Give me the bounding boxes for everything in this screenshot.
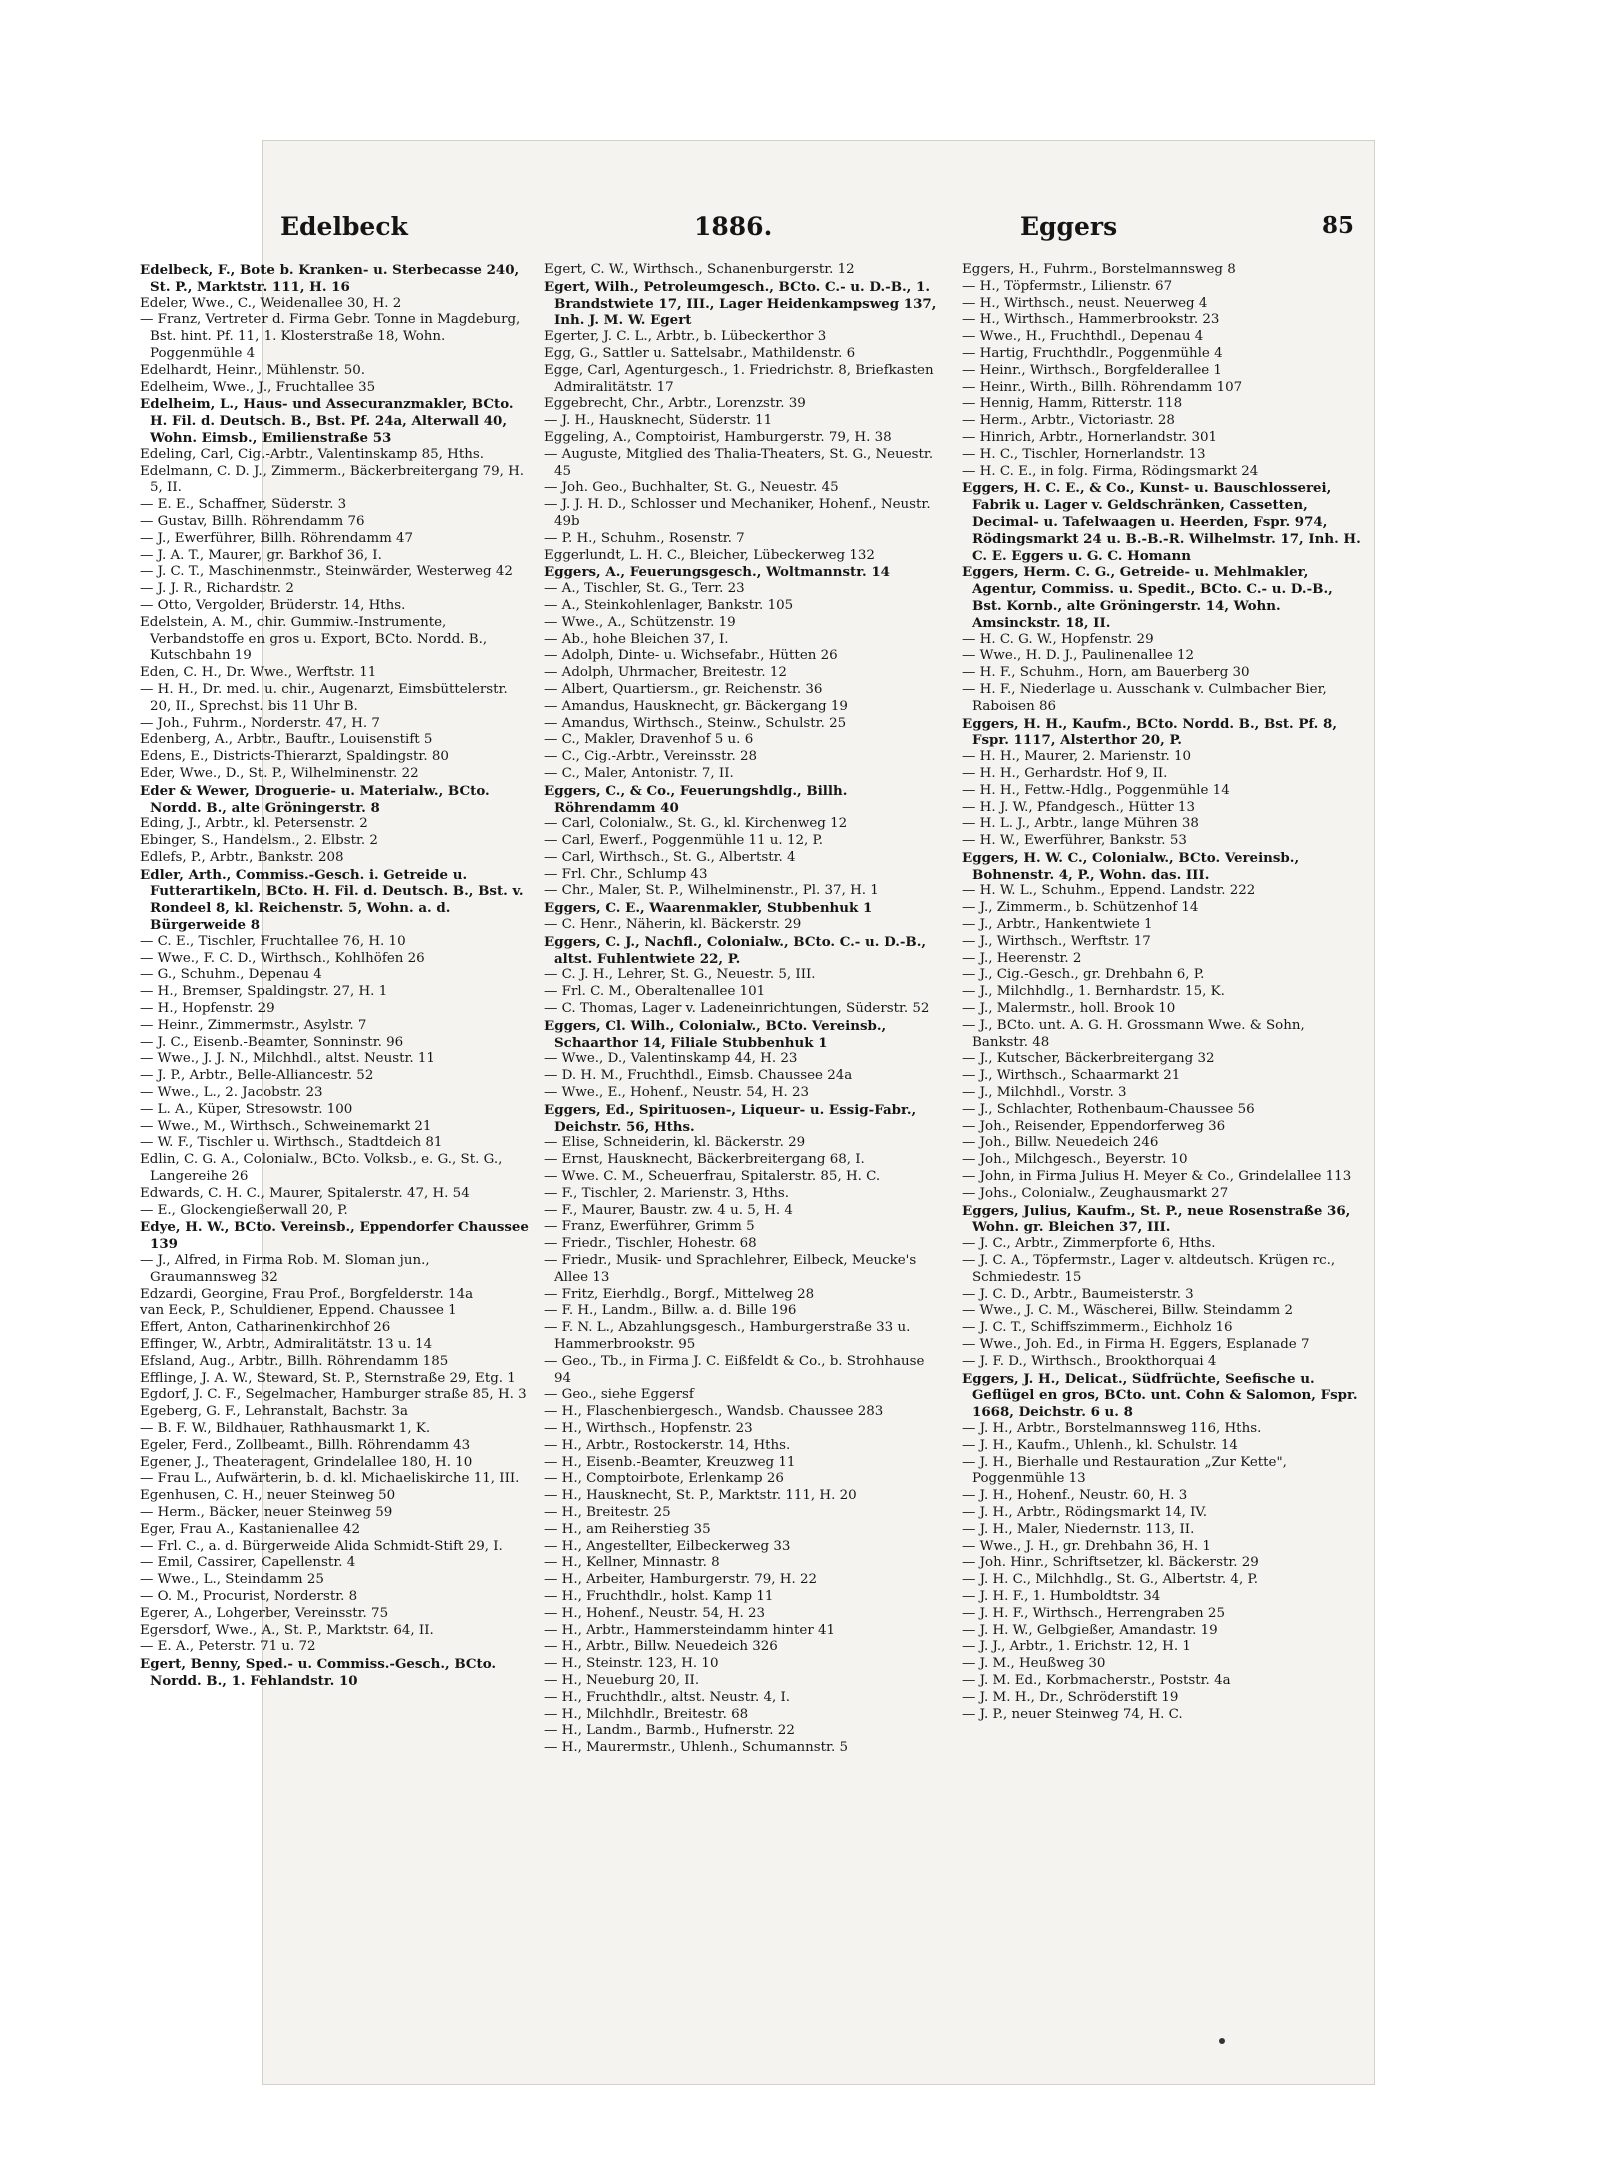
directory-entry: — Ab., hohe Bleichen 37, I. — [544, 631, 729, 647]
directory-entry: — A., Steinkohlenlager, Bankstr. 105 — [544, 597, 794, 613]
directory-entry: Egert, C. W., Wirthsch., Schanenburgerstr. 12 — [544, 262, 855, 277]
directory-entry: Eggers, Julius, Kaufm., St. P., neue Rosenstraße 36, Wohn. gr. Bleichen 37, III. — [962, 1202, 1351, 1236]
directory-entry: Eggeling, A., Comptoirist, Hamburgerstr. 79, H. 38 — [544, 429, 892, 445]
directory-entry: — C. J. H., Lehrer, St. G., Neuestr. 5, III. — [544, 967, 816, 983]
directory-entry: — H., Hausknecht, St. P., Marktstr. 111, H. 20 — [544, 1488, 857, 1504]
directory-entry: — J., Ewerführer, Billh. Röhrendamm 47 — [140, 530, 414, 546]
directory-entry: Egeler, Ferd., Zollbeamt., Billh. Röhrendamm 43 — [140, 1437, 471, 1453]
directory-entry: — Wwe., A., Schützenstr. 19 — [544, 614, 736, 630]
directory-entry: Edye, H. W., BCto. Vereinsb., Eppendorfer Chaussee 139 — [140, 1219, 529, 1253]
directory-entry: Egersdorf, Wwe., A., St. P., Marktstr. 64, II. — [140, 1622, 434, 1638]
directory-entry: Eggers, C., & Co., Feuerungshdlg., Billh. Röhrendamm 40 — [544, 782, 848, 816]
directory-entry: — H. W., Ewerführer, Bankstr. 53 — [962, 833, 1187, 849]
directory-entry: — Chr., Maler, St. P., Wilhelminenstr., Pl. 37, H. 1 — [544, 883, 879, 899]
directory-entry: — J. P., Arbtr., Belle-Alliancestr. 52 — [140, 1068, 374, 1084]
directory-entry: — H. C., Tischler, Hornerlandstr. 13 — [962, 446, 1206, 462]
directory-entry: — H., Arbtr., Billw. Neuedeich 326 — [544, 1639, 778, 1655]
directory-entry: Eder, Wwe., D., St. P., Wilhelminenstr. 22 — [140, 765, 419, 781]
directory-entry: — J., BCto. unt. A. G. H. Grossmann Wwe. & Sohn, Bankstr. 48 — [962, 1017, 1305, 1050]
directory-entry: — J. J. R., Richardstr. 2 — [140, 581, 294, 597]
directory-entry: — J. M., Heußweg 30 — [962, 1656, 1106, 1672]
directory-entry: — J. C. D., Arbtr., Baumeisterstr. 3 — [962, 1286, 1194, 1302]
directory-entry: — J. H., Arbtr., Rödingsmarkt 14, IV. — [962, 1504, 1207, 1520]
directory-entry: — J. C. A., Töpfermstr., Lager v. altdeutsch. Krügen rc., Schmiedestr. 15 — [962, 1253, 1336, 1285]
directory-entry: — Geo., siehe Eggersf — [544, 1387, 694, 1403]
directory-entry: — H. H., Fettw.-Hdlg., Poggenmühle 14 — [962, 782, 1230, 798]
directory-entry: — J. H., Hohenf., Neustr. 60, H. 3 — [962, 1488, 1188, 1504]
directory-entry: — J., Arbtr., Hankentwiete 1 — [962, 917, 1153, 933]
page-number: 85 — [1322, 212, 1355, 239]
directory-entry: — Wwe., J. H., gr. Drehbahn 36, H. 1 — [962, 1538, 1211, 1554]
directory-entry: — John, in Firma Julius H. Meyer & Co., Grindelallee 113 — [962, 1169, 1352, 1185]
directory-entry: Edzardi, Georgine, Frau Prof., Borgfelderstr. 14a — [140, 1286, 474, 1302]
directory-entry: Eger, Frau A., Kastanienallee 42 — [140, 1521, 361, 1537]
directory-entry: — Frau L., Aufwärterin, b. d. kl. Michaeliskirche 11, III. — [140, 1471, 520, 1487]
directory-entry: — G., Schuhm., Depenau 4 — [140, 967, 322, 983]
directory-entry: Egenhusen, C. H., neuer Steinweg 50 — [140, 1488, 396, 1504]
directory-entry: — Hartig, Fruchthdlr., Poggenmühle 4 — [962, 345, 1223, 361]
directory-entry: — H., Flaschenbiergesch., Wandsb. Chaussee 283 — [544, 1404, 884, 1420]
directory-entry: — H., am Reiherstieg 35 — [544, 1521, 711, 1537]
directory-entry: — H., Bremser, Spaldingstr. 27, H. 1 — [140, 984, 388, 1000]
directory-entry: — Joh. Hinr., Schriftsetzer, kl. Bäckerstr. 29 — [962, 1555, 1259, 1571]
directory-entry: — J. C., Eisenb.-Beamter, Sonninstr. 96 — [140, 1034, 404, 1050]
directory-entry: — O. M., Procurist, Norderstr. 8 — [140, 1588, 358, 1604]
directory-entry: — Heinr., Zimmermstr., Asylstr. 7 — [140, 1017, 367, 1033]
directory-entry: — Ernst, Hausknecht, Bäckerbreitergang 68, I. — [544, 1152, 865, 1168]
directory-entry: Effinger, W., Arbtr., Admiralitätstr. 13 u. 14 — [140, 1337, 433, 1352]
directory-entry: — J., Wirthsch., Schaarmarkt 21 — [962, 1068, 1181, 1084]
directory-entry: — Adolph, Dinte- u. Wichsefabr., Hütten 26 — [544, 648, 838, 664]
directory-entry: Eggers, H. H., Kaufm., BCto. Nordd. B., Bst. Pf. 8, Fspr. 1117, Alsterthor 20, P. — [962, 715, 1337, 749]
directory-entry: — E. E., Schaffner, Süderstr. 3 — [140, 497, 347, 513]
directory-entry: — J. H. F., Wirthsch., Herrengraben 25 — [962, 1605, 1225, 1621]
directory-entry: — J. C., Arbtr., Zimmerpforte 6, Hths. — [962, 1236, 1216, 1252]
directory-entry: — Joh., Milchgesch., Beyerstr. 10 — [962, 1152, 1188, 1168]
directory-entry: — J., Schlachter, Rothenbaum-Chaussee 56 — [962, 1101, 1255, 1117]
directory-entry: — Wwe., H. D. J., Paulinenallee 12 — [962, 648, 1195, 664]
directory-entry: — H. F., Schuhm., Horn, am Bauerberg 30 — [962, 665, 1250, 681]
directory-entry: Edelheim, Wwe., J., Fruchtallee 35 — [140, 379, 376, 395]
header-year: 1886. — [694, 212, 773, 241]
directory-entry: Eder & Wewer, Droguerie- u. Materialw., BCto. Nordd. B., alte Gröningerstr. 8 — [140, 782, 490, 816]
header-right-keyword: Eggers — [1020, 212, 1118, 241]
directory-entry: Egerter, J. C. L., Arbtr., b. Lübeckerthor 3 — [544, 329, 827, 345]
directory-entry: Eggers, H., Fuhrm., Borstelmannsweg 8 — [962, 262, 1236, 277]
directory-entry: — J. H. W., Gelbgießer, Amandastr. 19 — [962, 1622, 1218, 1638]
directory-entry: — J., Zimmerm., b. Schützenhof 14 — [962, 900, 1199, 916]
directory-entry: — Wwe., L., 2. Jacobstr. 23 — [140, 1085, 323, 1101]
directory-entry: — C., Makler, Dravenhof 5 u. 6 — [544, 732, 754, 748]
directory-entry: — Friedr., Musik- und Sprachlehrer, Eilbeck, Meucke's Allee 13 — [544, 1253, 917, 1285]
directory-entry: — H. H., Maurer, 2. Marienstr. 10 — [962, 749, 1192, 765]
directory-entry: — Wwe., E., Hohenf., Neustr. 54, H. 23 — [544, 1085, 810, 1101]
directory-entry: — F. H., Landm., Billw. a. d. Bille 196 — [544, 1303, 797, 1319]
directory-entry: Eggers, C. J., Nachfl., Colonialw., BCto. C.- u. D.-B., altst. Fuhlentwiete 22, P. — [544, 933, 927, 967]
directory-entry: — Joh., Fuhrm., Norderstr. 47, H. 7 — [140, 715, 380, 731]
directory-entry: — H., Comptoirbote, Erlenkamp 26 — [544, 1471, 784, 1487]
directory-entry: — J. H., Kaufm., Uhlenh., kl. Schulstr. 14 — [962, 1437, 1238, 1453]
directory-entry: Edler, Arth., Commiss.-Gesch. i. Getreide u. Futterartikeln, BCto. H. Fil. d. Deutsch. B., Bst. v. Rondeel 8, kl. Reichenstr. 5, Wohn. a. d. Bürgerweide 8 — [140, 866, 524, 934]
directory-entry: — Albert, Quartiersm., gr. Reichenstr. 36 — [544, 681, 823, 697]
directory-entry: Egge, Carl, Agenturgesch., 1. Friedrichstr. 8, Briefkasten Admiralitätstr. 17 — [544, 362, 934, 395]
directory-entry: — Heinr., Wirthsch., Borgfelderallee 1 — [962, 362, 1222, 378]
directory-entry: Efflinge, J. A. W., Steward, St. P., Sternstraße 29, Etg. 1 — [140, 1370, 516, 1386]
directory-entry: Edelstein, A. M., chir. Gummiw.-Instrumente, Verbandstoffe en gros u. Export, BCto. Nordd. B., Kutschbahn 19 — [140, 614, 488, 664]
directory-entry: — J. C. T., Schiffszimmerm., Eichholz 16 — [962, 1320, 1233, 1336]
directory-entry: — F. N. L., Abzahlungsgesch., Hamburgerstraße 33 u. Hammerbrookstr. 95 — [544, 1320, 911, 1352]
directory-entry: — J. C. T., Maschinenmstr., Steinwärder, Westerweg 42 — [140, 564, 513, 580]
directory-entry: — Franz, Vertreter d. Firma Gebr. Tonne in Magdeburg, Bst. hint. Pf. 11, 1. Klosterstraße 18, Wohn. Poggenmühle 4 — [140, 312, 521, 361]
directory-entry: — H. L. J., Arbtr., lange Mühren 38 — [962, 816, 1199, 832]
directory-entry: — Auguste, Mitglied des Thalia-Theaters, St. G., Neuestr. 45 — [544, 446, 934, 479]
directory-entry: — J. P., neuer Steinweg 74, H. C. — [962, 1706, 1183, 1722]
directory-entry: Edlefs, P., Arbtr., Bankstr. 208 — [140, 849, 344, 865]
directory-entry: — J., Alfred, in Firma Rob. M. Sloman jun., Graumannsweg 32 — [140, 1253, 430, 1285]
directory-entry: Edwards, C. H. C., Maurer, Spitalerstr. 47, H. 54 — [140, 1185, 470, 1201]
directory-entry: — L. A., Küper, Stresowstr. 100 — [140, 1101, 353, 1117]
directory-entry: — Frl. C., a. d. Bürgerweide Alida Schmidt-Stift 29, I. — [140, 1538, 503, 1554]
directory-entry: — H., Breitestr. 25 — [544, 1504, 671, 1520]
directory-entry: Edenberg, A., Arbtr., Bauftr., Louisenstift 5 — [140, 732, 433, 748]
directory-entry: — H., Wirthsch., Hammerbrookstr. 23 — [962, 312, 1220, 328]
directory-entry: — H. W. L., Schuhm., Eppend. Landstr. 222 — [962, 883, 1256, 899]
directory-entry: — C. Thomas, Lager v. Ladeneinrichtungen, Süderstr. 52 — [544, 1001, 930, 1017]
directory-entry: — H. C. E., in folg. Firma, Rödingsmarkt 24 — [962, 463, 1259, 479]
directory-entry: — H., Fruchthdlr., altst. Neustr. 4, I. — [544, 1689, 791, 1705]
directory-entry: Eggerlundt, L. H. C., Bleicher, Lübeckerweg 132 — [544, 547, 875, 563]
directory-entry: Effert, Anton, Catharinenkirchhof 26 — [140, 1320, 391, 1336]
directory-entry: van Eeck, P., Schuldiener, Eppend. Chaussee 1 — [140, 1303, 457, 1319]
directory-entry: — E. A., Peterstr. 71 u. 72 — [140, 1639, 316, 1655]
directory-entry: — Wwe., J. C. M., Wäscherei, Billw. Steindamm 2 — [962, 1303, 1293, 1319]
directory-entry: — H., Eisenb.-Beamter, Kreuzweg 11 — [544, 1454, 796, 1470]
directory-entry: — J., Heerenstr. 2 — [962, 950, 1082, 966]
directory-entry: — H. J. W., Pfandgesch., Hütter 13 — [962, 799, 1195, 815]
directory-entry: — Geo., Tb., in Firma J. C. Eißfeldt & Co., b. Strohhause 94 — [544, 1353, 925, 1386]
directory-entry: — H., Wirthsch., neust. Neuerweg 4 — [962, 295, 1208, 311]
directory-entry: — J. J., Arbtr., 1. Erichstr. 12, H. 1 — [962, 1639, 1191, 1655]
directory-entry: — H. H., Gerhardstr. Hof 9, II. — [962, 765, 1168, 781]
directory-entry: — H., Hopfenstr. 29 — [140, 1001, 275, 1017]
directory-entry: Eggers, Cl. Wilh., Colonialw., BCto. Vereinsb., Schaarthor 14, Filiale Stubbenhuk 1 — [544, 1017, 887, 1051]
directory-entry: Egg, G., Sattler u. Sattelsabr., Mathildenstr. 6 — [544, 345, 856, 361]
ink-dot — [1219, 2038, 1225, 2044]
directory-entry: — J., Malermstr., holl. Brook 10 — [962, 1001, 1176, 1017]
directory-entry: — H., Hohenf., Neustr. 54, H. 23 — [544, 1605, 765, 1621]
directory-entry: — J. M. H., Dr., Schröderstift 19 — [962, 1689, 1179, 1705]
directory-entry: — H., Arbtr., Hammersteindamm hinter 41 — [544, 1622, 836, 1638]
directory-entry: — Elise, Schneiderin, kl. Bäckerstr. 29 — [544, 1135, 806, 1151]
directory-entry: Edelhardt, Heinr., Mühlenstr. 50. — [140, 362, 366, 378]
directory-entry: Egeberg, G. F., Lehranstalt, Bachstr. 3a — [140, 1404, 408, 1420]
directory-entry: Edeler, Wwe., C., Weidenallee 30, H. 2 — [140, 295, 402, 311]
directory-entry: — J., Wirthsch., Werftstr. 17 — [962, 933, 1151, 949]
directory-entry: — J. A. T., Maurer, gr. Barkhof 36, I. — [140, 547, 382, 563]
directory-entry: — Joh., Reisender, Eppendorferweg 36 — [962, 1118, 1226, 1134]
directory-entry: Egerer, A., Lohgerber, Vereinsstr. 75 — [140, 1605, 389, 1621]
directory-entry: Eding, J., Arbtr., kl. Petersenstr. 2 — [140, 816, 368, 832]
directory-entry: — Wwe., D., Valentinskamp 44, H. 23 — [544, 1051, 798, 1067]
directory-entry: — A., Tischler, St. G., Terr. 23 — [544, 581, 745, 597]
directory-entry: — H., Angestellter, Eilbeckerweg 33 — [544, 1538, 791, 1554]
directory-entry: — J. H., Bierhalle und Restauration „Zur Kette", Poggenmühle 13 — [962, 1454, 1287, 1487]
directory-entry: — Wwe., F. C. D., Wirthsch., Kohlhöfen 26 — [140, 950, 425, 966]
directory-entry: Eggers, H. W. C., Colonialw., BCto. Vereinsb., Bohnenstr. 4, P., Wohn. das. III. — [962, 849, 1300, 883]
directory-entry: Egdorf, J. C. F., Segelmacher, Hamburger straße 85, H. 3 — [140, 1387, 527, 1403]
directory-entry: — Amandus, Wirthsch., Steinw., Schulstr. 25 — [544, 715, 847, 731]
directory-entry: — F., Maurer, Baustr. zw. 4 u. 5, H. 4 — [544, 1202, 793, 1218]
directory-entry: — Hennig, Hamm, Ritterstr. 118 — [962, 396, 1183, 412]
directory-entry: — H., Milchhdlr., Breitestr. 68 — [544, 1706, 749, 1722]
directory-entry: Eggers, J. H., Delicat., Südfrüchte, Seefische u. Geflügel en gros, BCto. unt. Cohn & Salomon, Fspr. 1668, Deichstr. 6 u. 8 — [962, 1370, 1358, 1421]
directory-entry: — Frl. C. M., Oberaltenallee 101 — [544, 984, 766, 1000]
directory-entry: — P. H., Schuhm., Rosenstr. 7 — [544, 530, 745, 546]
directory-entry: — Friedr., Tischler, Hohestr. 68 — [544, 1236, 757, 1252]
directory-entry: — Joh., Billw. Neuedeich 246 — [962, 1135, 1159, 1151]
directory-entry: — Carl, Ewerf., Poggenmühle 11 u. 12, P. — [544, 833, 824, 849]
directory-entry: — Carl, Wirthsch., St. G., Albertstr. 4 — [544, 849, 796, 865]
directory-entry: Ebinger, S., Handelsm., 2. Elbstr. 2 — [140, 833, 378, 849]
directory-entry: — J., Milchhdl., Vorstr. 3 — [962, 1085, 1127, 1101]
directory-entry: — W. F., Tischler u. Wirthsch., Stadtdeich 81 — [140, 1135, 443, 1151]
directory-entry: — Emil, Cassirer, Capellenstr. 4 — [140, 1555, 356, 1571]
directory-entry: — Wwe., M., Wirthsch., Schweinemarkt 21 — [140, 1118, 432, 1134]
directory-entry: — Hinrich, Arbtr., Hornerlandstr. 301 — [962, 429, 1218, 445]
directory-entry: — E., Glockengießerwall 20, P. — [140, 1202, 348, 1218]
directory-entry: Eggers, H. C. E., & Co., Kunst- u. Bauschlosserei, Fabrik u. Lager v. Geldschränken, Cassetten, Decimal- u. Tafelwaagen u. Heerden, Fspr. 974, Rödingsmarkt 24 u. B.-B.-R. Wilhelmstr. 17, Inh. H. C. E. Eggers u. G. C. Homann — [962, 480, 1361, 564]
directory-entry: — H., Arbtr., Rostockerstr. 14, Hths. — [544, 1437, 791, 1453]
directory-entry: — Adolph, Uhrmacher, Breitestr. 12 — [544, 665, 787, 681]
directory-entry: — C., Maler, Antonistr. 7, II. — [544, 765, 734, 781]
directory-entry: — Wwe. C. M., Scheuerfrau, Spitalerstr. 85, H. C. — [544, 1169, 881, 1185]
directory-entry: Egert, Wilh., Petroleumgesch., BCto. C.- u. D.-B., 1. Brandstwiete 17, III., Lager Heidenkampsweg 137, Inh. J. M. W. Egert — [544, 278, 937, 329]
directory-entry: Eggers, C. E., Waarenmakler, Stubbenhuk 1 — [544, 900, 873, 917]
directory-entry: — J., Milchhdlg., 1. Bernhardstr. 15, K. — [962, 984, 1225, 1000]
directory-entry: Efsland, Aug., Arbtr., Billh. Röhrendamm 185 — [140, 1353, 449, 1369]
directory-entry: — Carl, Colonialw., St. G., kl. Kirchenweg 12 — [544, 816, 848, 832]
directory-entry: — Wwe., H., Fruchthdl., Depenau 4 — [962, 329, 1204, 345]
directory-entry: — Franz, Ewerführer, Grimm 5 — [544, 1219, 755, 1235]
directory-entry: Eggers, Herm. C. G., Getreide- u. Mehlmakler, Agentur, Commiss. u. Spedit., BCto. C.- u. D.-B., Bst. Kornb., alte Gröningerstr. 14, Wohn. Amsinckstr. 18, II. — [962, 564, 1333, 631]
directory-entry: — H., Fruchthdlr., holst. Kamp 11 — [544, 1588, 774, 1604]
directory-entry: — Wwe., Joh. Ed., in Firma H. Eggers, Esplanade 7 — [962, 1337, 1310, 1352]
directory-entry: — H., Arbeiter, Hamburgerstr. 79, H. 22 — [544, 1572, 818, 1588]
directory-entry: Edelheim, L., Haus- und Assecuranzmakler, BCto. H. Fil. d. Deutsch. B., Bst. Pf. 24a, Alterwall 40, Wohn. Eimsb., Emilienstraße 53 — [140, 396, 514, 446]
directory-entry: — J. H., Arbtr., Borstelmannsweg 116, Hths. — [962, 1420, 1262, 1436]
page-header — [272, 212, 1355, 246]
directory-entry: — H., Wirthsch., Hopfenstr. 23 — [544, 1420, 753, 1436]
directory-entry: Edelmann, C. D. J., Zimmerm., Bäckerbreitergang 79, H. 5, II. — [140, 463, 525, 496]
directory-entry: — C., Cig.-Arbtr., Vereinsstr. 28 — [544, 749, 757, 765]
directory-entry: — Herm., Arbtr., Victoriastr. 28 — [962, 413, 1175, 429]
directory-entry: — Herm., Bäcker, neuer Steinweg 59 — [140, 1504, 393, 1520]
directory-entry: — J. M. Ed., Korbmacherstr., Poststr. 4a — [962, 1672, 1231, 1688]
directory-entry: — H. F., Niederlage u. Ausschank v. Culmbacher Bier, Raboisen 86 — [962, 681, 1327, 714]
directory-entry: — Wwe., J. J. N., Milchhdl., altst. Neustr. 11 — [140, 1051, 435, 1067]
directory-entry: — Gustav, Billh. Röhrendamm 76 — [140, 513, 365, 529]
directory-entry: — J. F. D., Wirthsch., Brookthorquai 4 — [962, 1353, 1217, 1369]
directory-entry: — H., Maurermstr., Uhlenh., Schumannstr. 5 — [544, 1740, 848, 1756]
directory-entry: — Johs., Colonialw., Zeughausmarkt 27 — [962, 1185, 1229, 1201]
directory-entry: Eden, C. H., Dr. Wwe., Werftstr. 11 — [140, 665, 377, 681]
directory-entry: — H., Neueburg 20, II. — [544, 1672, 700, 1688]
directory-entry: Edeling, Carl, Cig.-Arbtr., Valentinskamp 85, Hths. — [140, 446, 484, 462]
directory-entry: — J., Kutscher, Bäckerbreitergang 32 — [962, 1051, 1215, 1067]
directory-entry: — C. E., Tischler, Fruchtallee 76, H. 10 — [140, 933, 406, 949]
directory-entry: — H., Steinstr. 123, H. 10 — [544, 1656, 719, 1672]
directory-entry: Egert, Benny, Sped.- u. Commiss.-Gesch., BCto. Nordd. B., 1. Fehlandstr. 10 — [140, 1656, 497, 1689]
directory-column-3 — [962, 262, 1364, 1723]
directory-entry: — J. J. H. D., Schlosser und Mechaniker, Hohenf., Neustr. 49b — [544, 497, 931, 529]
header-left-keyword: Edelbeck — [280, 212, 408, 241]
directory-entry: — H., Kellner, Minnastr. 8 — [544, 1555, 720, 1571]
directory-entry: — Fritz, Eierhdlg., Borgf., Mittelweg 28 — [544, 1286, 815, 1302]
directory-entry: Eggers, A., Feuerungsgesch., Woltmannstr. 14 — [544, 564, 890, 581]
directory-entry: — C. Henr., Näherin, kl. Bäckerstr. 29 — [544, 917, 802, 933]
directory-entry: — F., Tischler, 2. Marienstr. 3, Hths. — [544, 1185, 789, 1201]
directory-entry: — Otto, Vergolder, Brüderstr. 14, Hths. — [140, 597, 406, 613]
directory-entry: — Frl. Chr., Schlump 43 — [544, 866, 708, 882]
directory-entry: Edens, E., Districts-Thierarzt, Spaldingstr. 80 — [140, 749, 449, 765]
directory-entry: — J., Cig.-Gesch., gr. Drehbahn 6, P. — [962, 967, 1205, 983]
directory-entry: — Heinr., Wirth., Billh. Röhrendamm 107 — [962, 379, 1243, 395]
directory-column-2 — [544, 262, 940, 1757]
directory-entry: — H. C. G. W., Hopfenstr. 29 — [962, 631, 1154, 647]
directory-column-1 — [140, 262, 530, 1690]
directory-entry: — H. H., Dr. med. u. chir., Augenarzt, Eimsbüttelerstr. 20, II., Sprechst. bis 11 Uhr B. — [140, 681, 508, 714]
directory-entry: Egener, J., Theateragent, Grindelallee 180, H. 10 — [140, 1454, 473, 1470]
directory-entry: — D. H. M., Fruchthdl., Eimsb. Chaussee 24a — [544, 1068, 853, 1084]
directory-entry: Edelbeck, F., Bote b. Kranken- u. Sterbecasse 240, St. P., Marktstr. 111, H. 16 — [140, 262, 520, 295]
directory-entry: — Joh. Geo., Buchhalter, St. G., Neuestr. 45 — [544, 480, 839, 496]
directory-entry: — Amandus, Hausknecht, gr. Bäckergang 19 — [544, 698, 848, 714]
directory-entry: Eggers, Ed., Spirituosen-, Liqueur- u. Essig-Fabr., Deichstr. 56, Hths. — [544, 1101, 917, 1135]
directory-entry: — H., Landm., Barmb., Hufnerstr. 22 — [544, 1723, 795, 1739]
directory-entry: Eggebrecht, Chr., Arbtr., Lorenzstr. 39 — [544, 396, 806, 412]
directory-entry: Edlin, C. G. A., Colonialw., BCto. Volksb., e. G., St. G., Langereihe 26 — [140, 1152, 503, 1185]
directory-entry: — J. H., Hausknecht, Süderstr. 11 — [544, 413, 773, 429]
directory-entry: — J. H., Maler, Niedernstr. 113, II. — [962, 1521, 1195, 1537]
directory-entry: — J. H. C., Milchhdlg., St. G., Albertstr. 4, P. — [962, 1572, 1259, 1588]
directory-entry: — Wwe., L., Steindamm 25 — [140, 1572, 324, 1588]
directory-entry: — H., Töpfermstr., Lilienstr. 67 — [962, 278, 1173, 294]
directory-entry: — J. H. F., 1. Humboldtstr. 34 — [962, 1588, 1161, 1604]
directory-entry: — B. F. W., Bildhauer, Rathhausmarkt 1, K. — [140, 1420, 431, 1436]
